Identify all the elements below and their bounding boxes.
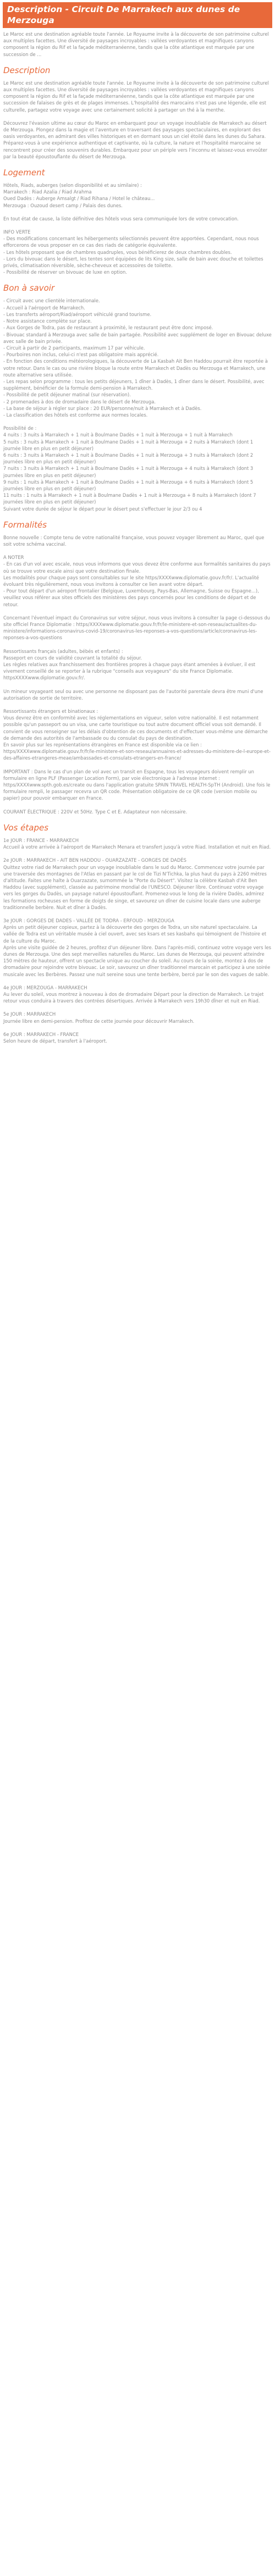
formalites-block <box>3 534 272 815</box>
bon-a-savoir-block <box>3 297 272 512</box>
description-block <box>3 80 272 160</box>
etapes-block <box>3 837 272 1044</box>
intro-text: Le Maroc est une destination agréable toute l'année. Le Royaume invite à la découverte de son patrimoine culturel aux multiples facettes. Une diversité de paysages incroyables : vallées verdoyantes et magnifiques canyons composent la région du Rif et la façade méditerranéenne, tandis que la côte atlantique est marquée par une succession de ... <box>3 31 269 57</box>
page-title: Description - Circuit De Marrakech aux dunes de Merzouga <box>7 4 240 25</box>
bon-a-savoir-paragraph: - Circuit avec une clientèle internationale. - Accueil à l'aéroport de Marrakech. - Les transferts aéroport/Riad/aéroport véhiculé grand tourisme. - Notre assistance complète sur place. - Aux Gorges de Todra, pas de restaurant à proximité, le restaurant peut être donc imposé. - Bivouac standard à Merzouga avec salle de bain partagée. Possibilité avec supplément de loger en Bivouac deluxe avec salle de bain privée. - Circuit à partir de 2 participants, maximum 17 par véhicule. - Pourboires non inclus, celui-ci n'est pas obligatoire mais apprécié. - En fonction des conditions météorologiques, la découverte de La Kasbah Ait Ben Haddou pourrait être reportée à votre retour. Dans le cas ou une rivière bloque la route entre Marrakech et Dadès ou Merzouga et Marrakech, une route alternative sera utilisée. - Les repas selon programme : tous les petits déjeuners, 1 dîner à Dadès, 1 dîner dans le désert. Possibilité, avec supplément, bénéficier de la formule demi-pension à Marrakech. - Possibilité de petit déjeuner matinal (sur réservation). - 2 promenades à dos de dromadaire dans le désert de Merzouga. - La base de séjour à régler sur place : 20 EUR/personne/nuit à Marrakech et à Dadès. - La classification des hôtels est conforme aux normes locales. <box>3 298 272 418</box>
logement-block <box>3 182 272 275</box>
formalites-paragraph: Un mineur voyageant seul ou avec une personne ne disposant pas de l'autorité parentale devra être muni d'une autorisation de sortie de territoire. <box>3 688 263 701</box>
section-heading-bon-a-savoir: Bon à savoir <box>3 283 55 293</box>
description-paragraph: Découvrez l'évasion ultime au cœur du Maroc en embarquant pour un voyage inoubliable de Marrakech au désert de Merzouga. Plongez dans la magie et l'aventure en traversant des paysages spectaculaires, en explorant des oasis verdoyantes, en admirant des villes historiques et en dormant sous un ciel étoilé dans les dunes du Sahara. Préparez-vous à une expérience authentique et captivante, où la culture, la nature et l'hospitalité marocaine se rencontrent pour créer des souvenirs durables. Embarquez pour un périple vers l'inconnu et laissez-vous envoûter par la beauté époustouflante du désert de Merzouga. <box>3 120 268 159</box>
etape-paragraph: 1e JOUR : FRANCE - MARRAKECH Accueil à votre arrivée à l'aéroport de Marrakech Menara et transfert jusqu'à votre Riad. Installation et nuit en Riad. <box>3 837 271 850</box>
etape-paragraph: 5e JOUR : MARRAKECH Journée libre en demi-pension. Profitez de cette journée pour découvrir Marrakech. <box>3 1011 195 1024</box>
etape-paragraph: 4e JOUR : MERZOUGA - MARRAKECH Au lever du soleil, vous montrez à nouveau à dos de dromadaire Départ pour la direction de Marrakech. Le trajet retour vous conduira à travers des contrées désertiques. Arrivée à Marrakech vers 19h30 dîner et nuit en Riad. <box>3 984 264 1004</box>
section-heading-etapes: Vos étapes <box>3 822 49 833</box>
bon-a-savoir-paragraph: Possibilité de : 4 nuits : 3 nuits à Marrakech + 1 nuit à Boulmane Dadès + 1 nuit à Merzouga + 1 nuit à Marrakech 5 nuits : 3 nuits à Marrakech + 1 nuit à Boulmane Dadès + 1 nuit à Merzouga + 2 nuits à Marrakech (dont 1 journée libre en plus en petit déjeuner) 6 nuits : 3 nuits à Marrakech + 1 nuit à Boulmane Dadès + 1 nuit à Merzouga + 3 nuits à Marrakech (dont 2 journées libre en plus en petit déjeuner) 7 nuits : 3 nuits à Marrakech + 1 nuit à Boulmane Dadès + 1 nuit à Merzouga + 4 nuits à Marrakech (dont 3 journées libre en plus en petit déjeuner) 9 nuits : 1 nuits à Marrakech + 1 nuit à Boulmane Dadès + 1 nuit à Merzouga + 6 nuits à Marrakech (dont 5 journées libre en plus en petit déjeuner) 11 nuits : 1 nuits à Marrakech + 1 nuit à Boulmane Dadès + 1 nuit à Merzouga + 8 nuits à Marrakech (dont 7 journées libre en plus en petit déjeuner) Suivant votre durée de séjour le départ pour le désert peut s'effectuer le jour 2/3 ou 4 <box>3 425 256 512</box>
formalites-paragraph: Ressortissants français (adultes, bébés et enfants) : Passeport en cours de validité couvrant la totalité du séjour. Les règles relatives aux franchissement des frontières propres à chaque pays étant amenées à évoluer, il est vivement conseillé de se reporter à la rubrique "conseils aux voyageurs" du site France Diplomatie. httpsXXXXwww.diplomatie.gouv.fr/. <box>3 648 256 681</box>
logement-paragraph: INFO VERTE - Des modifications concernant les hébergements sélectionnés peuvent être apportées. Cependant, nous nous efforcerons de vous proposer en ce cas des riads de catégorie équivalente. - Les hôtels proposant que de chambres quadruples, vous bénéficierez de deux chambres doubles. - Lors du bivouac dans le désert, les tentes sont équipées de lits King size, salle de bain avec douche et toilettes privés, climatisation réversible, sèche-cheveux et accessoires de toilette. - Possibilité de réserver un bivouac de luxe en option. <box>3 229 263 275</box>
formalites-paragraph: IMPORTANT : Dans le cas d'un plan de vol avec un transit en Espagne, tous les voyageurs doivent remplir un formulaire en ligne PLF (Passenger Location Form), par voie électronique à l'adresse internet : https/XXXXwww.spth.gob.es/create ou dans l'application gratuite SPAIN TRAVEL HEALTH-SpTH (Android). Une fois le formulaire rempli, le passager recevra un QR code. Présentation obligatoire de ce QR code (version mobile ou papier) pour pouvoir embarquer en France. <box>3 768 271 801</box>
logement-paragraph: En tout état de cause, la liste définitive des hôtels vous sera communiquée lors de votre convocation. <box>3 215 239 221</box>
etape-paragraph: 3e JOUR : GORGES DE DADES - VALLÉE DE TODRA - ERFOUD - MERZOUGA Après un petit déjeuner copieux, partez à la découverte des gorges de Todra, un site naturel spectaculaire. La vallée de Todra est un véritable musée à ciel ouvert, avec ses ksars et ses kasbahs qui témoignent de l'histoire et de la culture du Maroc. Après une visite guidée de 2 heures, profitez d'un déjeuner libre. Dans l'après-midi, continuez votre voyage vers les dunes de Merzouga. Une des sept merveilles naturelles du Maroc. Les dunes de Merzouga, qui peuvent atteindre 150 mètres de hauteur, offrent un spectacle unique au coucher du soleil. Au cours de la soirée, montez à dos de dromadaire pour rejoindre votre bivouac. Le soir, savourez un dîner traditionnel marocain et participez à une soirée musicale avec les Berbères. Passez une nuit sereine sous une tente berbère, bercé par le son des vagues de sable. <box>3 917 271 977</box>
logement-paragraph: Hôtels, Riads, auberges (selon disponibilité et au similaire) : Marrakech : Riad Azalia / Riad Arahma Oued Dadès : Auberge Amsalgt / Riad Rihana / Hotel le château... Merzouga : Ouzoud desert camp / Palais des dunes. <box>3 182 155 208</box>
formalites-paragraph: Bonne nouvelle : Compte tenu de votre nationalité française, vous pouvez voyager librement au Maroc, quel que soit votre schéma vaccinal. <box>3 534 265 547</box>
formalites-paragraph: Concernant l'éventuel impact du Coronavirus sur votre séjour, nous vous invitons à consulter la page ci-dessous du site officiel France Diplomatie : https/XXXXwww.diplomatie.gouv.fr/fr/le-ministere-et-son-reseau/actualites-du-ministere/informations-coronavirus-covid-19/coronavirus-les-reponses-a-vos-questions/article/coronavirus-les-reponses-a-vos-questions <box>3 614 270 641</box>
formalites-paragraph: A NOTER - En cas d'un vol avec escale, nous vous informons que vous devez être conforme aux formalités sanitaires du pays où se trouve votre escale ainsi que votre destination finale. Les modalités pour chaque pays sont consultables sur le site https/XXXXwww.diplomatie.gouv.fr/fr/. L'actualité évoluant très régulièrement, nous vous invitons à consulter ce lien avant votre départ. - Pour tout départ d'un aéroport frontalier (Belgique, Luxembourg, Pays-Bas, Allemagne, Suisse ou Espagne...), veuillez vous référer aux sites officiels des ministères des pays concernés pour les conditions de départ et de retour. <box>3 555 271 607</box>
intro-block <box>3 31 272 58</box>
formalites-paragraph: Ressortissants étrangers et binationaux : Vous devrez être en conformité avec les réglementations en vigueur, selon votre nationalité. Il est notamment possible qu'un passeport ou un visa, une carte touristique ou tout autre document officiel vous soit demandé. Il convient de vous renseigner sur les délais d'obtention de ces documents et d'effectuer vous-même une démarche de demande des autorités de l'ambassade ou du consulat du pays de destination. En savoir plus sur les représentations étrangères en France est disponible via ce lien : https/XXXXwww.diplomatie.gouv.fr/fr/le-ministere-et-son-reseau/annuaires-et-adresses-du-ministere-de-l-europe-et-des-affaires-etrangeres-meae/ambassades-et-consulats-etrangers-en-france/ <box>3 708 271 761</box>
section-heading-logement: Logement <box>3 168 45 178</box>
formalites-paragraph: COURANT ÉLECTRIQUE : 220V et 50Hz. Type C et E. Adaptateur non nécessaire. <box>3 808 188 815</box>
section-heading-description: Description <box>3 65 51 75</box>
title-bar <box>3 2 272 28</box>
description-paragraph: Le Maroc est une destination agréable toute l'année. Le Royaume invite à la découverte de son patrimoine culturel aux multiples facettes. Une diversité de paysages incroyables : vallées verdoyantes et magnifiques canyons composent la région du Rif et la façade méditerranéenne, tandis que la côte atlantique est marquée par une succession de falaises de grès et de plages immenses. L'hospitalité des marocains n'est pas une légende, elle est culturelle, partagez votre voyage avec une certainement solicité à partager un thé à la menthe. <box>3 80 269 113</box>
section-heading-formalites: Formalités <box>3 519 47 530</box>
etape-paragraph: 6e JOUR : MARRAKECH - FRANCE Selon heure de départ, transfert à l'aéroport. <box>3 1031 107 1044</box>
content <box>0 28 275 1044</box>
etape-paragraph: 2e JOUR : MARRAKECH - AIT BEN HADDOU - OUARZAZATE - GORGES DE DADÈS Quittez votre riad de Marrakech pour un voyage inoubliable dans le sud du Maroc. Commencez votre journée par une traversée des montagnes de l'Atlas en passant par le col de Tizi N'Tichka, la plus haut du pays à 2260 mètres d'altitude. Faites une halte à Ouarzazate, surnommée la "Porte du Désert". Visitez la célèbre Kasbah d'Ait Ben Haddou (avec supplément), classée au patrimoine mondial de l'UNESCO. Déjeuner libre. Continuez votre voyage vers les gorges du Dadès, un paysage naturel époustouflant. Promenez-vous le long de la rivière Dadès, admirez les formations rocheuses en forme de doigts de singe, et savourez un dîner de cuisine locale dans une auberge traditionnelle berbère. Nuit et dîner à Dadès. <box>3 857 267 910</box>
